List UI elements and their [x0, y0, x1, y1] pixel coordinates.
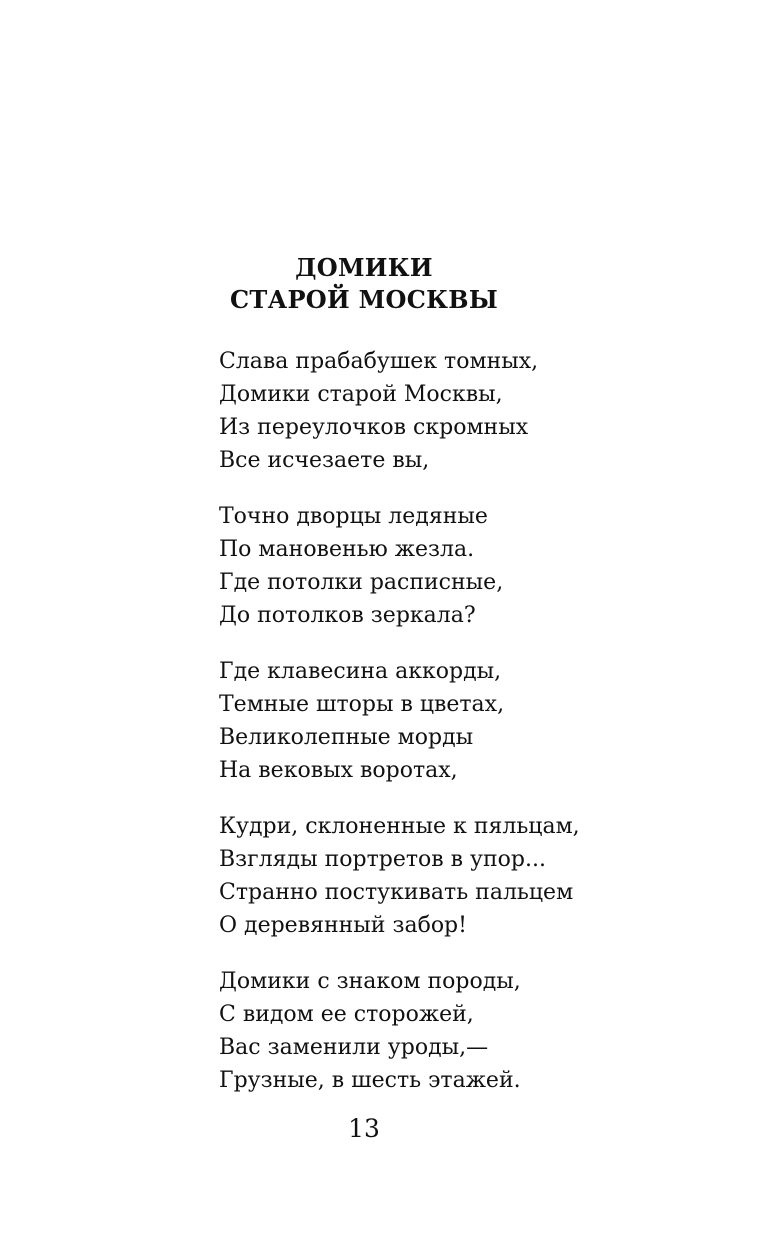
- stanza: [219, 500, 739, 632]
- verse-line: Домики старой Москвы,: [219, 382, 503, 407]
- verse-line: Темные шторы в цветах,: [219, 692, 505, 717]
- stanza: [219, 345, 739, 477]
- verse-line: Кудри, склоненные к пяльцам,: [219, 814, 580, 839]
- stanza: [219, 810, 739, 942]
- stanza: [219, 965, 739, 1097]
- verse-line: Великолепные морды: [219, 725, 474, 750]
- verse-line: На вековых воротах,: [219, 758, 458, 783]
- verse-line: Грузные, в шесть этажей.: [219, 1068, 521, 1093]
- verse-line: Слава прабабушек томных,: [219, 349, 539, 374]
- verse-line: До потолков зеркала?: [219, 603, 476, 628]
- verse-line: Все исчезаете вы,: [219, 448, 430, 473]
- verse-line: Где клавесина аккорды,: [219, 659, 502, 684]
- verse-line: По мановенью жезла.: [219, 537, 475, 562]
- stanza: [219, 655, 739, 787]
- poem-title-line: СТАРОЙ МОСКВЫ: [230, 285, 498, 314]
- verse-line: О деревянный забор!: [219, 913, 467, 938]
- verse-line: Точно дворцы ледяные: [219, 504, 488, 529]
- verse-line: Взгляды портретов в упор...: [219, 847, 546, 872]
- poem-title: [0, 252, 728, 316]
- verse-line: Где потолки расписные,: [219, 570, 504, 595]
- verse-line: Вас заменили уроды,—: [219, 1035, 489, 1060]
- poem-title-line: ДОМИКИ: [295, 253, 433, 282]
- verse-line: Из переулочков скромных: [219, 415, 529, 440]
- verse-line: Домики с знаком породы,: [219, 969, 521, 994]
- verse-line: С видом ее сторожей,: [219, 1002, 474, 1027]
- page-number: 13: [348, 1114, 380, 1143]
- verse-line: Странно постукивать пальцем: [219, 880, 574, 905]
- poem-body: [219, 345, 739, 1120]
